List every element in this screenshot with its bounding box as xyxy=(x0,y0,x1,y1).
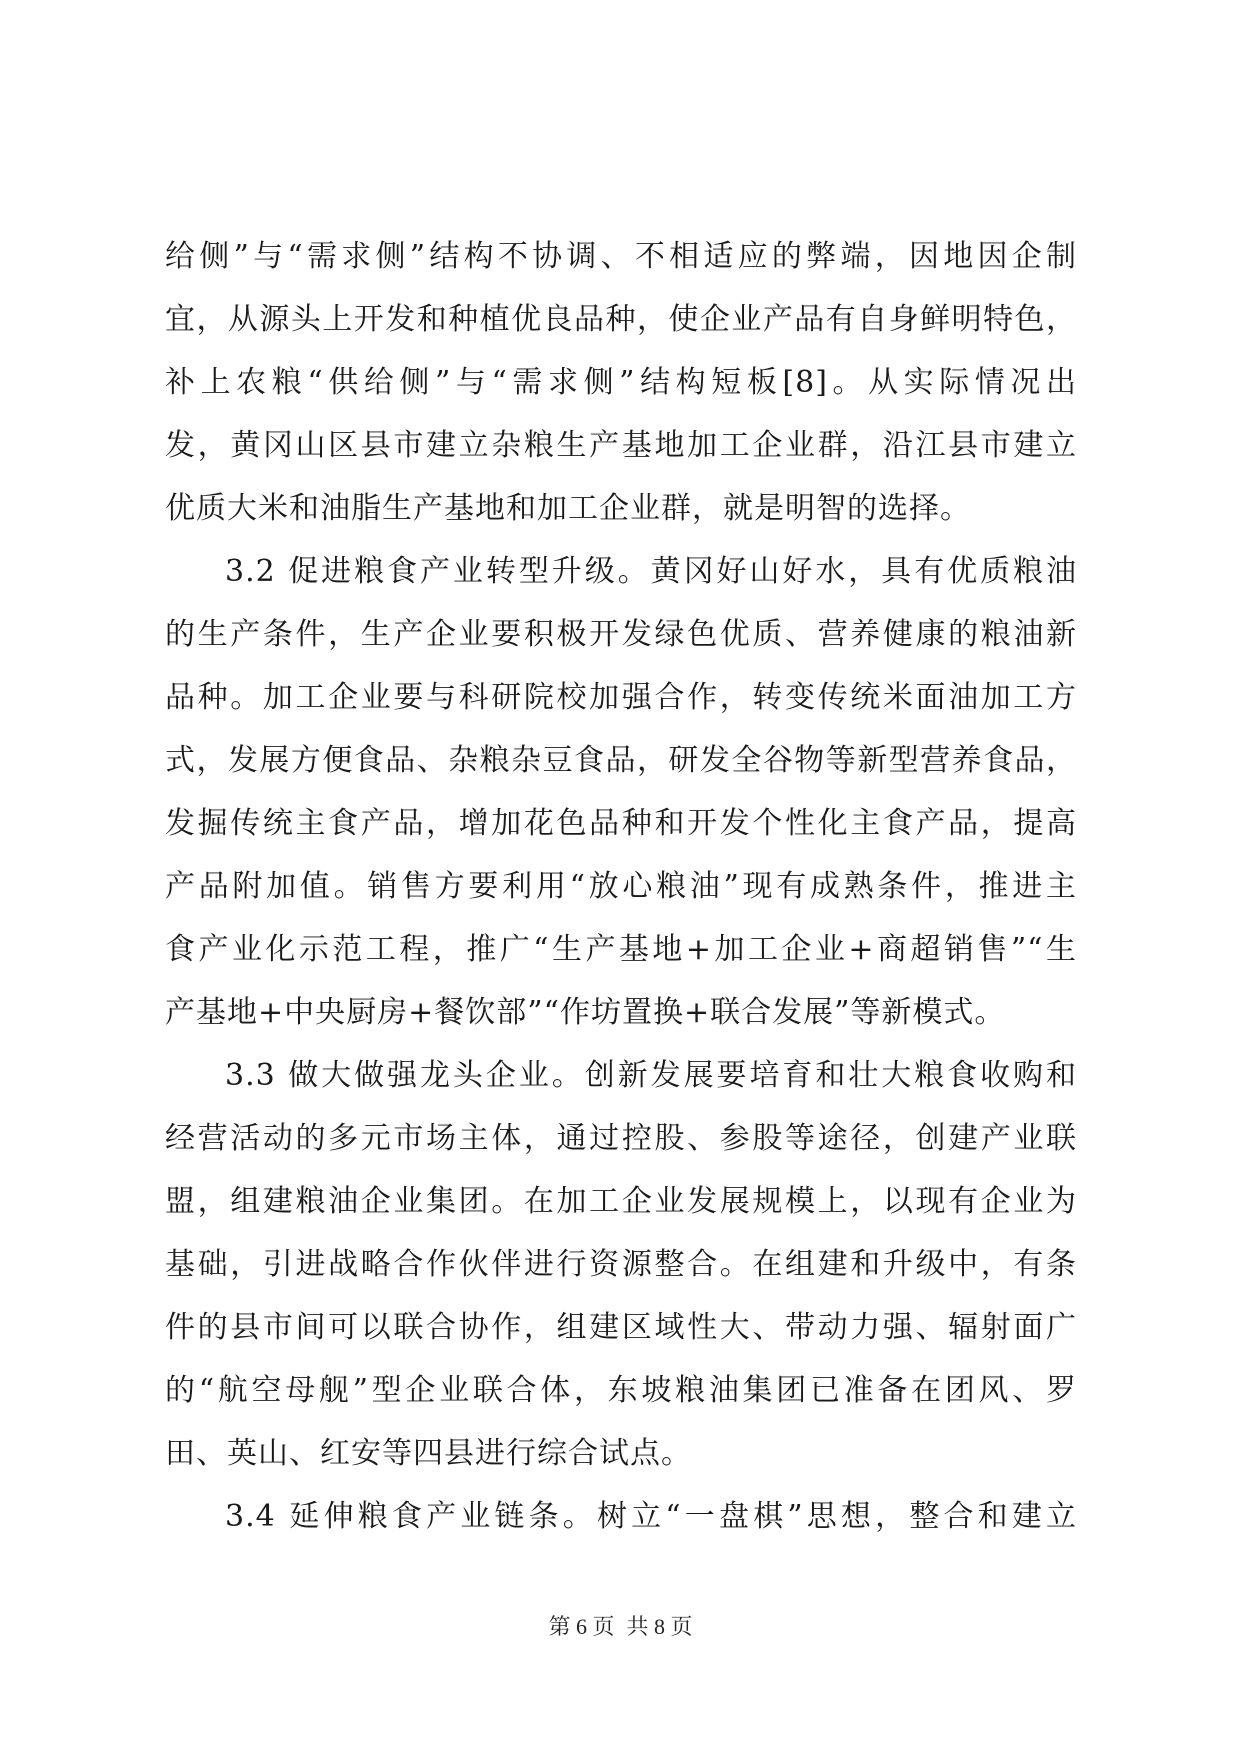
section-heading-line: 3.4 延伸粮食产业链条。树立“一盘棋”思想，整合和建立 xyxy=(225,1499,1077,1534)
text-line: 田、英山、红安等四县进行综合试点。 xyxy=(165,1436,692,1471)
text-line: 件的县市间可以联合协作，组建区域性大、带动力强、辐射面广 xyxy=(165,1310,1077,1345)
text-line: 盟，组建粮油企业集团。在加工企业发展规模上，以现有企业为 xyxy=(165,1184,1077,1219)
text-line: 式，发展方便食品、杂粮杂豆食品，研发全谷物等新型营养食品， xyxy=(165,743,1077,778)
text-line: 优质大米和油脂生产基地和加工企业群，就是明智的选择。 xyxy=(165,491,971,526)
text-line: 品种。加工企业要与科研院校加强合作，转变传统米面油加工方 xyxy=(165,680,1077,715)
section-heading-line: 3.3 做大做强龙头企业。创新发展要培育和壮大粮食收购和 xyxy=(225,1058,1077,1093)
section-heading-line: 3.2 促进粮食产业转型升级。黄冈好山好水，具有优质粮油 xyxy=(225,554,1077,589)
text-line: 的生产条件，生产企业要积极开发绿色优质、营养健康的粮油新 xyxy=(165,617,1077,652)
text-line: 给侧”与“需求侧”结构不协调、不相适应的弊端，因地因企制 xyxy=(165,239,1077,274)
text-line: 宜，从源头上开发和种植优良品种，使企业产品有自身鲜明特色， xyxy=(165,302,1077,337)
body-text xyxy=(165,225,1077,1548)
text-line: 发，黄冈山区县市建立杂粮生产基地加工企业群，沿江县市建立 xyxy=(165,428,1077,463)
page-number-current: 第 6 页 xyxy=(548,1614,615,1639)
text-line: 补上农粮“供给侧”与“需求侧”结构短板[8]。从实际情况出 xyxy=(165,365,1077,400)
text-line: 产基地+中央厨房+餐饮部”“作坊置换+联合发展”等新模式。 xyxy=(165,995,1006,1030)
text-line: 发掘传统主食产品，增加花色品种和开发个性化主食产品，提高 xyxy=(165,806,1077,841)
text-line: 基础，引进战略合作伙伴进行资源整合。在组建和升级中，有条 xyxy=(165,1247,1077,1282)
text-line: 经营活动的多元市场主体，通过控股、参股等途径，创建产业联 xyxy=(165,1121,1077,1156)
text-line: 产品附加值。销售方要利用“放心粮油”现有成熟条件，推进主 xyxy=(165,869,1077,904)
page-footer xyxy=(0,1612,1241,1642)
page-number-total: 共 8 页 xyxy=(626,1614,693,1639)
text-line: 的“航空母舰”型企业联合体，东坡粮油集团已准备在团风、罗 xyxy=(165,1373,1077,1408)
text-line: 食产业化示范工程，推广“生产基地+加工企业+商超销售”“生 xyxy=(165,932,1077,967)
